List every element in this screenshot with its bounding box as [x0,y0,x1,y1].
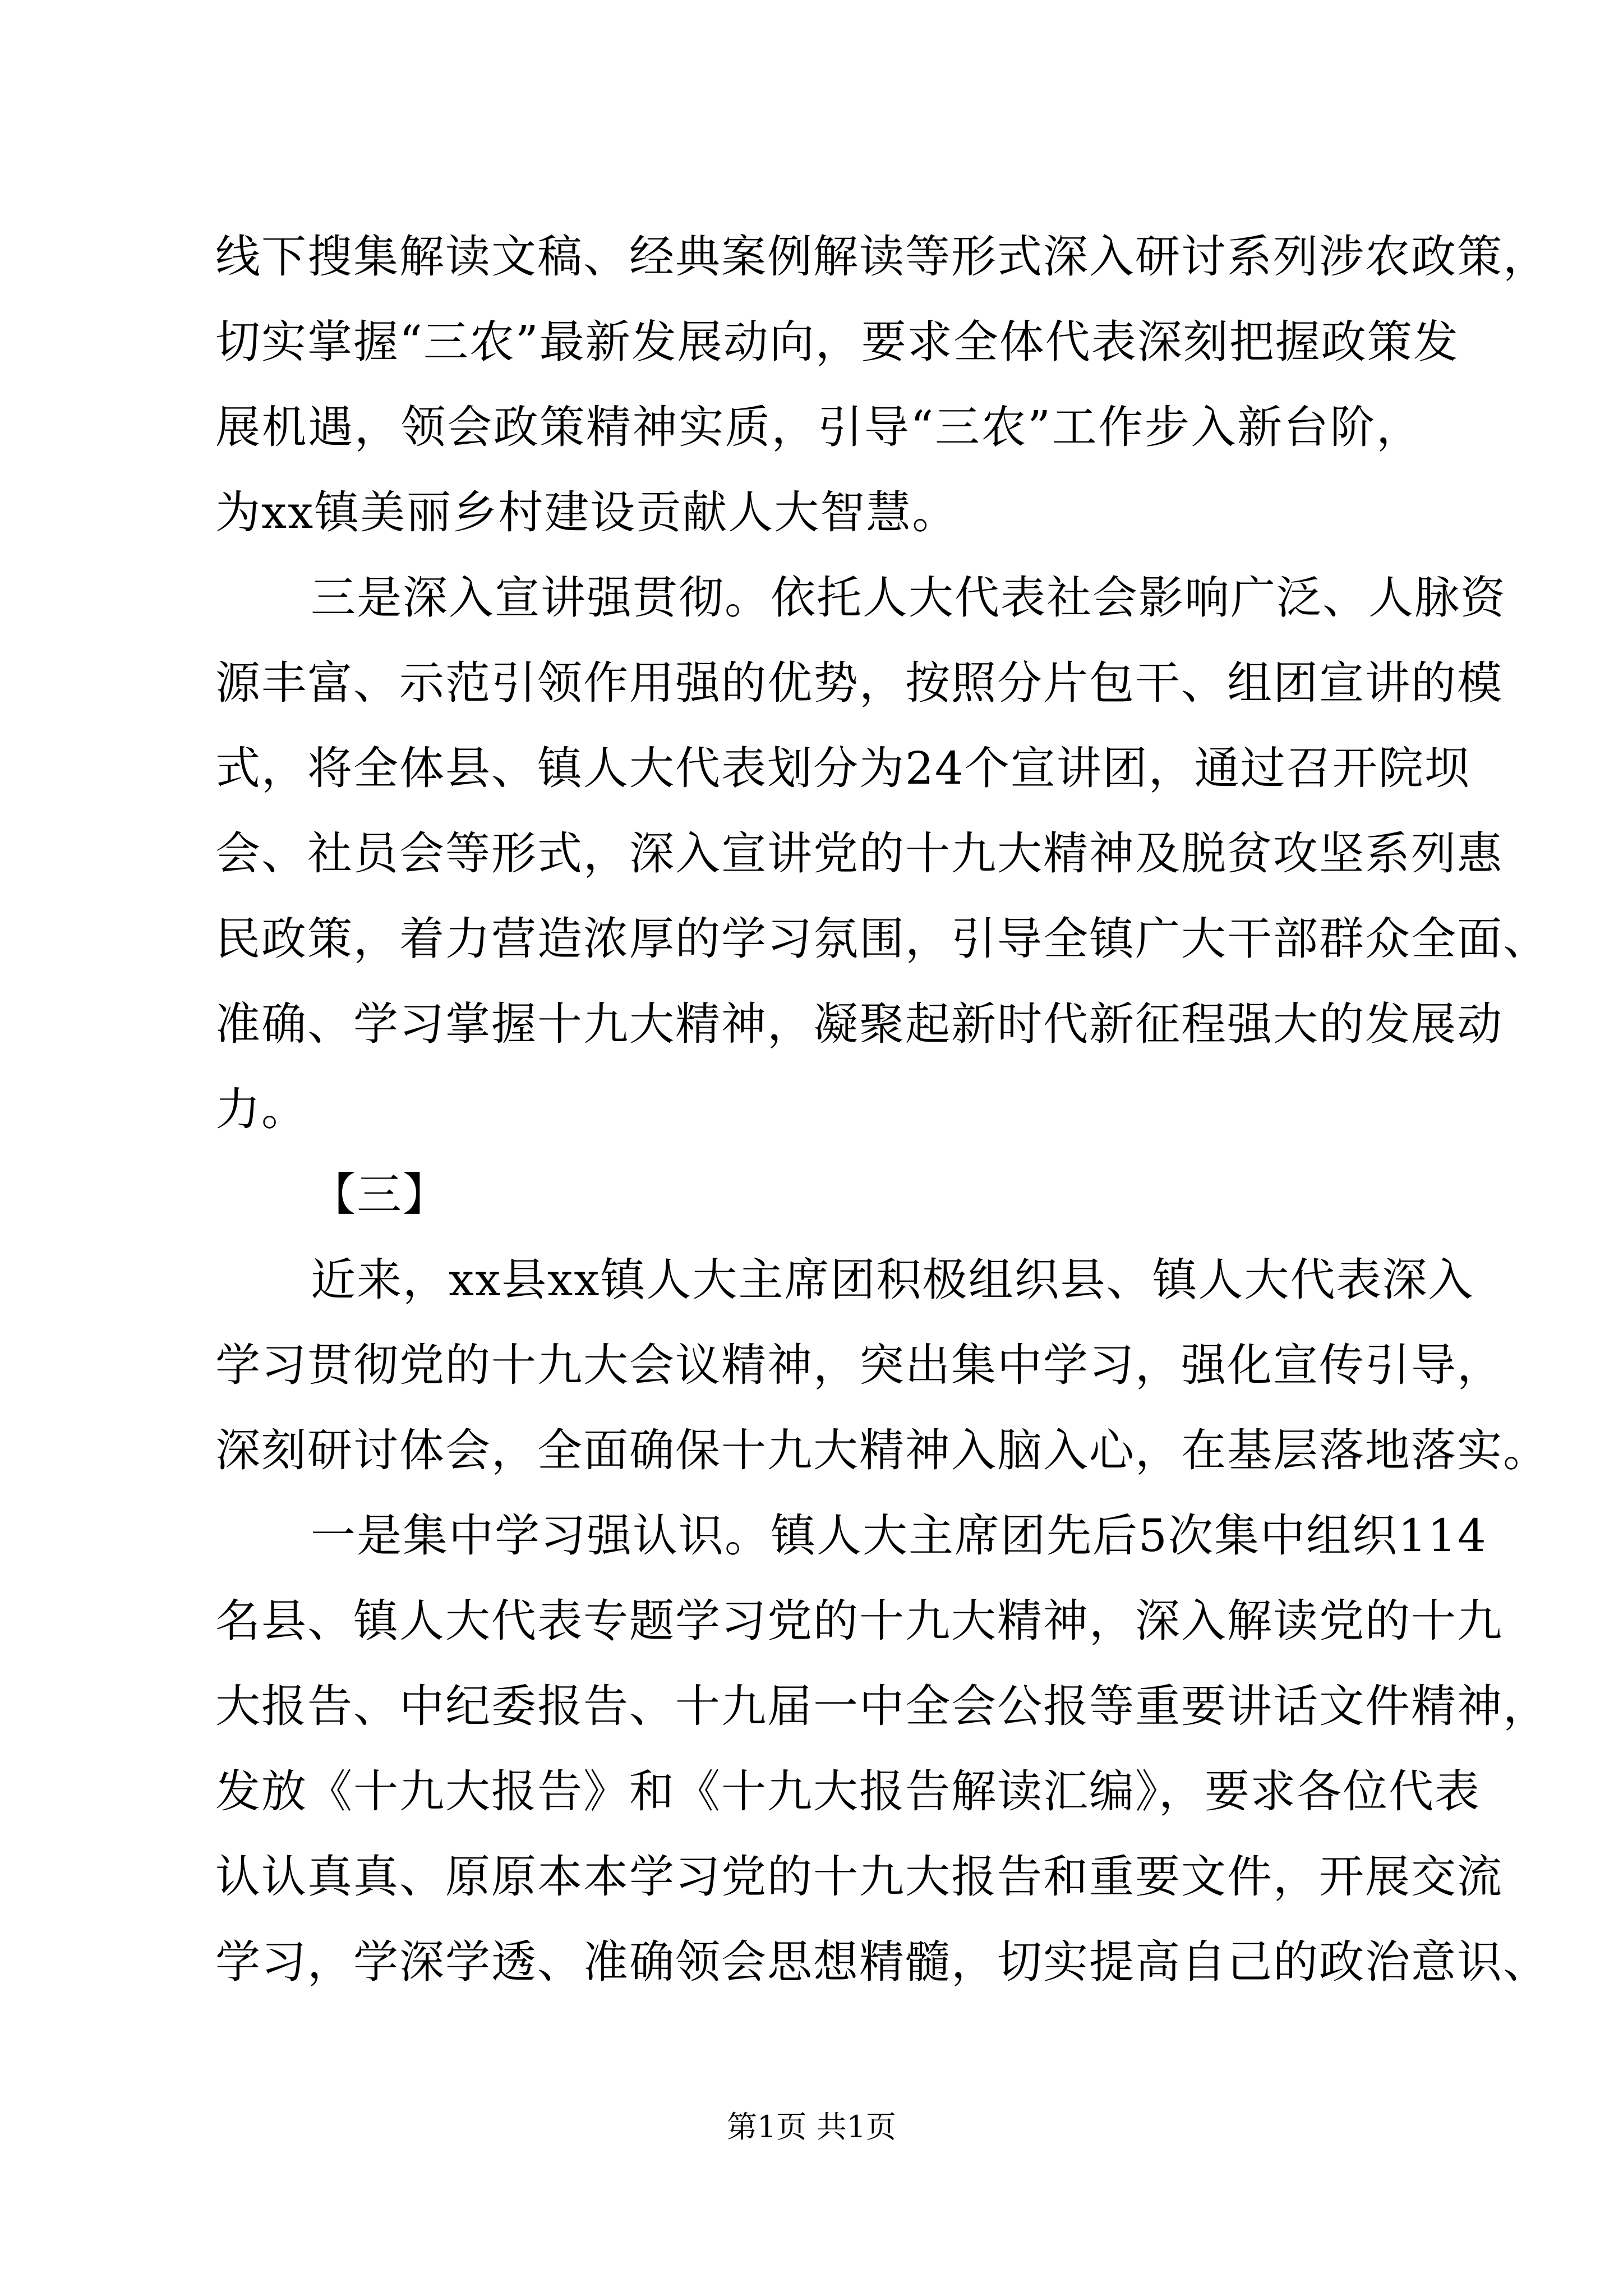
document-body [215,214,1549,2005]
text-line: 名县、镇人大代表专题学习党的十九大精神，深入解读党的十九 [215,1595,1503,1647]
text-line: 近来，xx县xx镇人大主席团积极组织县、镇人大代表深入 [311,1254,1474,1306]
text-line: 学习，学深学透、准确领会思想精髓，切实提高自己的政治意识、 [215,1936,1549,1988]
text-line: 学习贯彻党的十九大会议精神，突出集中学习，强化宣传引导， [215,1339,1503,1391]
text-line: 三是深入宣讲强贯彻。依托人大代表社会影响广泛、人脉资 [311,572,1506,624]
text-line: 线下搜集解读文稿、经典案例解读等形式深入研讨系列涉农政策， [215,231,1549,283]
text-line: 切实掌握“三农”最新发展动向，要求全体代表深刻把握政策发 [215,316,1459,368]
text-line: 力。 [215,1083,307,1135]
text-line: 深刻研讨体会，全面确保十九大精神入脑入心，在基层落地落实。 [215,1424,1549,1476]
text-line: 会、社员会等形式，深入宣讲党的十九大精神及脱贫攻坚系列惠 [215,827,1503,880]
text-line: 民政策，着力营造浓厚的学习氛围，引导全镇广大干部群众全面、 [215,913,1549,965]
text-line: 发放《十九大报告》和《十九大报告解读汇编》，要求各位代表 [215,1765,1481,1818]
text-line: 展机遇，领会政策精神实质，引导“三农”工作步入新台阶， [215,401,1422,453]
text-line: 准确、学习掌握十九大精神，凝聚起新时代新征程强大的发展动 [215,998,1503,1050]
text-line: 源丰富、示范引领作用强的优势，按照分片包干、组团宣讲的模 [215,657,1503,709]
text-line: 一是集中学习强认识。镇人大主席团先后5次集中组织114 [311,1510,1487,1562]
text-line: 式，将全体县、镇人大代表划分为24个宣讲团，通过召开院坝 [215,742,1470,794]
text-line: 为xx镇美丽乡村建设贡献人大智慧。 [215,486,958,539]
text-line: 【三】 [311,1168,449,1221]
page-footer: 第1页 共1页 [727,2109,896,2145]
text-line: 大报告、中纪委报告、十九届一中全会公报等重要讲话文件精神， [215,1680,1549,1732]
text-line: 认认真真、原原本本学习党的十九大报告和重要文件，开展交流 [215,1851,1503,1903]
